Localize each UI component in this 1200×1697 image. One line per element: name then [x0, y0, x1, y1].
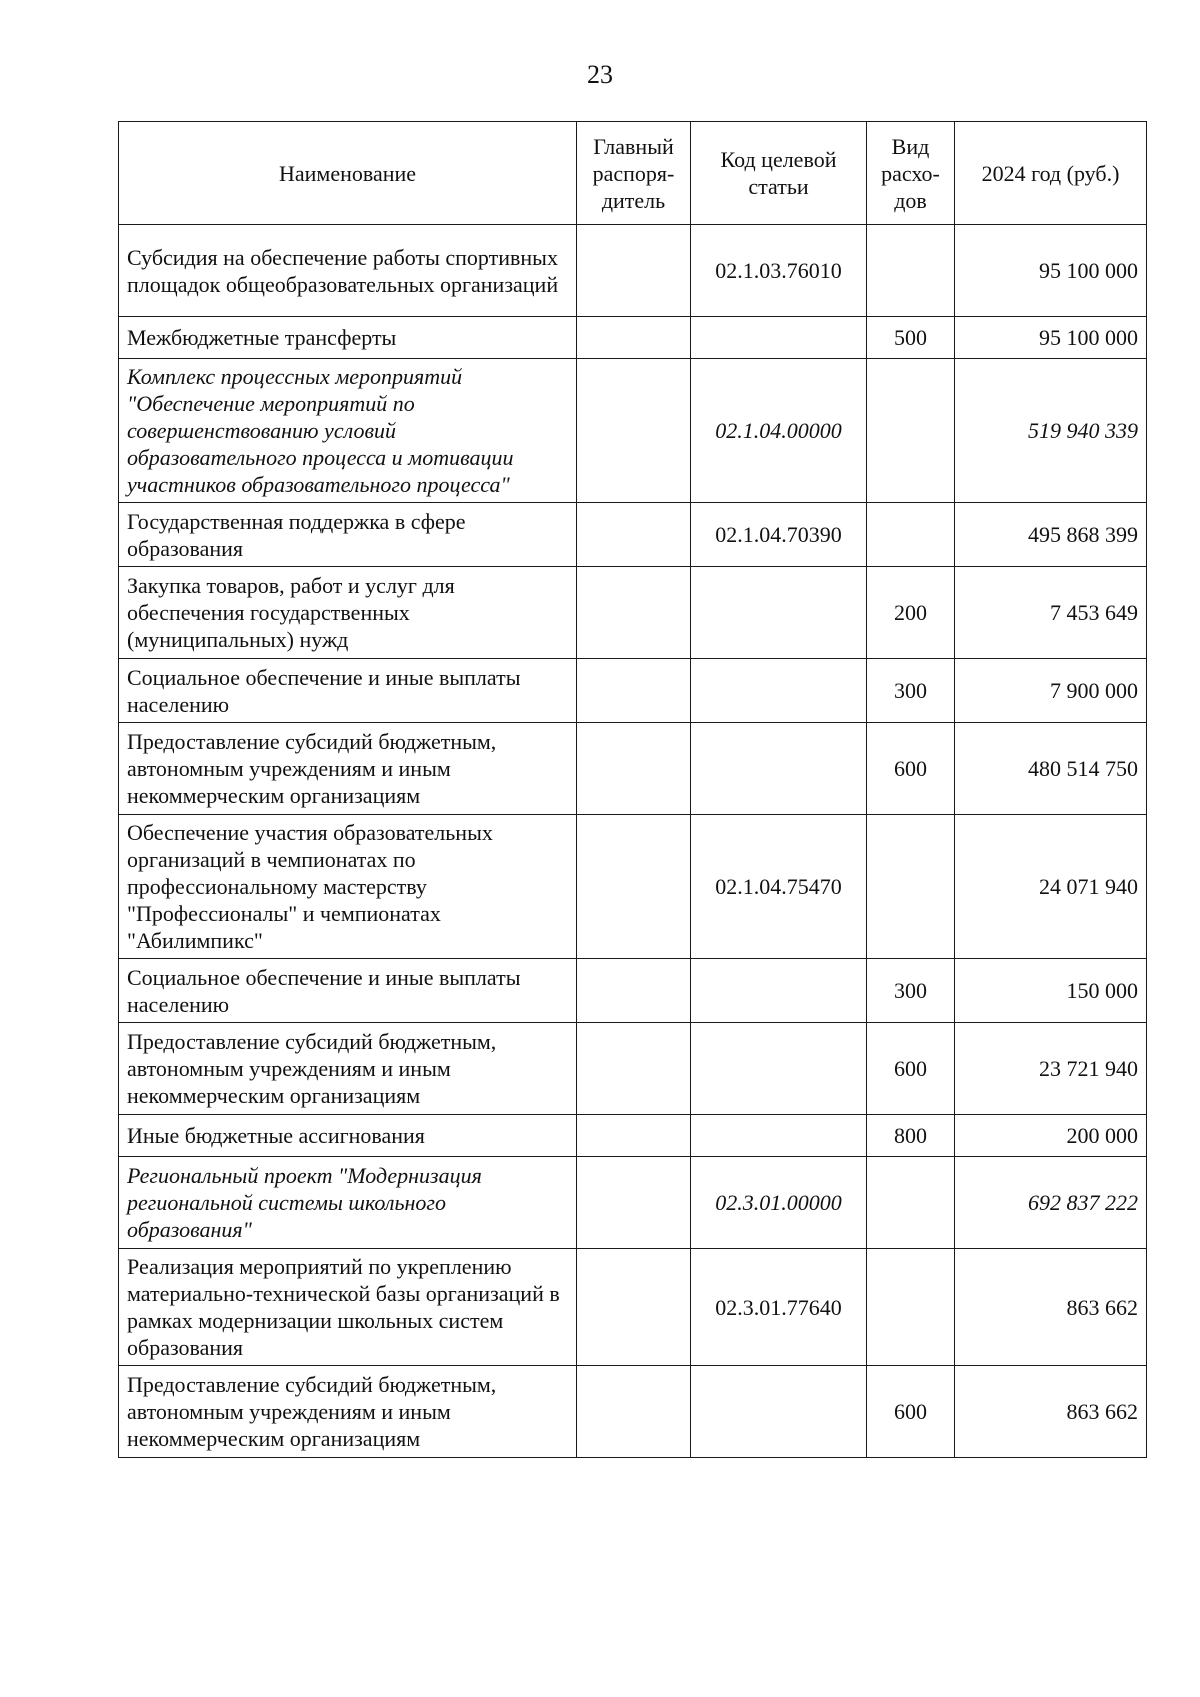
cell-amount: 95 100 000: [955, 225, 1147, 317]
cell-name: Предоставление субсидий бюджетным, автономным учреждениям и иным некоммерческим организациям: [119, 1023, 577, 1115]
cell-chief: [577, 503, 691, 567]
cell-name: Предоставление субсидий бюджетным, автономным учреждениям и иным некоммерческим организациям: [119, 1366, 577, 1458]
table-header-row: [119, 122, 1147, 225]
header-name: Наименование: [119, 122, 577, 225]
table-row: [119, 1023, 1147, 1115]
cell-amount: 692 837 222: [955, 1157, 1147, 1249]
cell-chief: [577, 1157, 691, 1249]
cell-type: 500: [867, 317, 955, 359]
cell-amount: 863 662: [955, 1249, 1147, 1366]
cell-chief: [577, 225, 691, 317]
cell-name: Закупка товаров, работ и услуг для обеспечения государственных (муниципальных) нужд: [119, 567, 577, 659]
cell-code: 02.1.04.75470: [691, 815, 867, 959]
cell-type: 800: [867, 1115, 955, 1157]
table-row: [119, 503, 1147, 567]
cell-type: 300: [867, 659, 955, 723]
page-number: 23: [587, 60, 613, 89]
cell-chief: [577, 815, 691, 959]
cell-code: 02.1.04.70390: [691, 503, 867, 567]
cell-chief: [577, 1023, 691, 1115]
cell-name: Межбюджетные трансферты: [119, 317, 577, 359]
table-row: [119, 567, 1147, 659]
cell-amount: 150 000: [955, 959, 1147, 1023]
cell-name: Социальное обеспечение и иные выплаты населению: [119, 959, 577, 1023]
table-row: [119, 1157, 1147, 1249]
cell-amount: 200 000: [955, 1115, 1147, 1157]
cell-chief: [577, 567, 691, 659]
cell-name: Государственная поддержка в сфере образования: [119, 503, 577, 567]
cell-amount: 519 940 339: [955, 359, 1147, 503]
cell-code: 02.1.04.00000: [691, 359, 867, 503]
cell-code: [691, 1115, 867, 1157]
table-row: [119, 723, 1147, 815]
cell-type: [867, 1157, 955, 1249]
cell-name: Региональный проект "Модернизация региональной системы школьного образования": [119, 1157, 577, 1249]
cell-type: [867, 503, 955, 567]
cell-amount: 24 071 940: [955, 815, 1147, 959]
cell-chief: [577, 359, 691, 503]
cell-code: [691, 317, 867, 359]
cell-code: 02.1.03.76010: [691, 225, 867, 317]
cell-name: Субсидия на обеспечение работы спортивных площадок общеобразовательных организаций: [119, 225, 577, 317]
cell-amount: 495 868 399: [955, 503, 1147, 567]
cell-code: [691, 959, 867, 1023]
cell-type: 200: [867, 567, 955, 659]
cell-amount: 95 100 000: [955, 317, 1147, 359]
cell-amount: 23 721 940: [955, 1023, 1147, 1115]
table-row: [119, 1366, 1147, 1458]
table-row: [119, 1249, 1147, 1366]
table-row: [119, 659, 1147, 723]
cell-chief: [577, 317, 691, 359]
table-row: [119, 959, 1147, 1023]
cell-code: [691, 1366, 867, 1458]
cell-type: 300: [867, 959, 955, 1023]
table-row: [119, 815, 1147, 959]
cell-chief: [577, 1115, 691, 1157]
cell-type: 600: [867, 1023, 955, 1115]
cell-type: [867, 1249, 955, 1366]
cell-type: [867, 225, 955, 317]
cell-code: [691, 567, 867, 659]
header-code: Код целевой статьи: [691, 122, 867, 225]
cell-name: Социальное обеспечение и иные выплаты населению: [119, 659, 577, 723]
cell-chief: [577, 723, 691, 815]
cell-code: [691, 723, 867, 815]
cell-amount: 7 453 649: [955, 567, 1147, 659]
cell-chief: [577, 1249, 691, 1366]
header-chief: Главный распоря-дитель: [577, 122, 691, 225]
cell-chief: [577, 659, 691, 723]
cell-name: Комплекс процессных мероприятий "Обеспечение мероприятий по совершенствованию условий образовательного процесса и мотивации участников образовательного процесса": [119, 359, 577, 503]
cell-code: [691, 1023, 867, 1115]
cell-chief: [577, 959, 691, 1023]
cell-code: [691, 659, 867, 723]
cell-amount: 7 900 000: [955, 659, 1147, 723]
cell-amount: 863 662: [955, 1366, 1147, 1458]
cell-name: Предоставление субсидий бюджетным, автономным учреждениям и иным некоммерческим организациям: [119, 723, 577, 815]
table-body: [119, 225, 1147, 1458]
table-row: [119, 359, 1147, 503]
cell-name: Обеспечение участия образовательных организаций в чемпионатах по профессиональному мастерству "Профессионалы" и чемпионатах "Абилимпикс": [119, 815, 577, 959]
table-row: [119, 317, 1147, 359]
cell-type: [867, 815, 955, 959]
cell-name: Иные бюджетные ассигнования: [119, 1115, 577, 1157]
cell-amount: 480 514 750: [955, 723, 1147, 815]
cell-type: 600: [867, 1366, 955, 1458]
table-row: [119, 1115, 1147, 1157]
header-type: Вид расхо-дов: [867, 122, 955, 225]
cell-chief: [577, 1366, 691, 1458]
cell-name: Реализация мероприятий по укреплению материально-технической базы организаций в рамках модернизации школьных систем образования: [119, 1249, 577, 1366]
table-row: [119, 225, 1147, 317]
cell-type: [867, 359, 955, 503]
header-amount: 2024 год (руб.): [955, 122, 1147, 225]
cell-code: 02.3.01.77640: [691, 1249, 867, 1366]
cell-type: 600: [867, 723, 955, 815]
cell-code: 02.3.01.00000: [691, 1157, 867, 1249]
budget-table: [118, 121, 1147, 1458]
